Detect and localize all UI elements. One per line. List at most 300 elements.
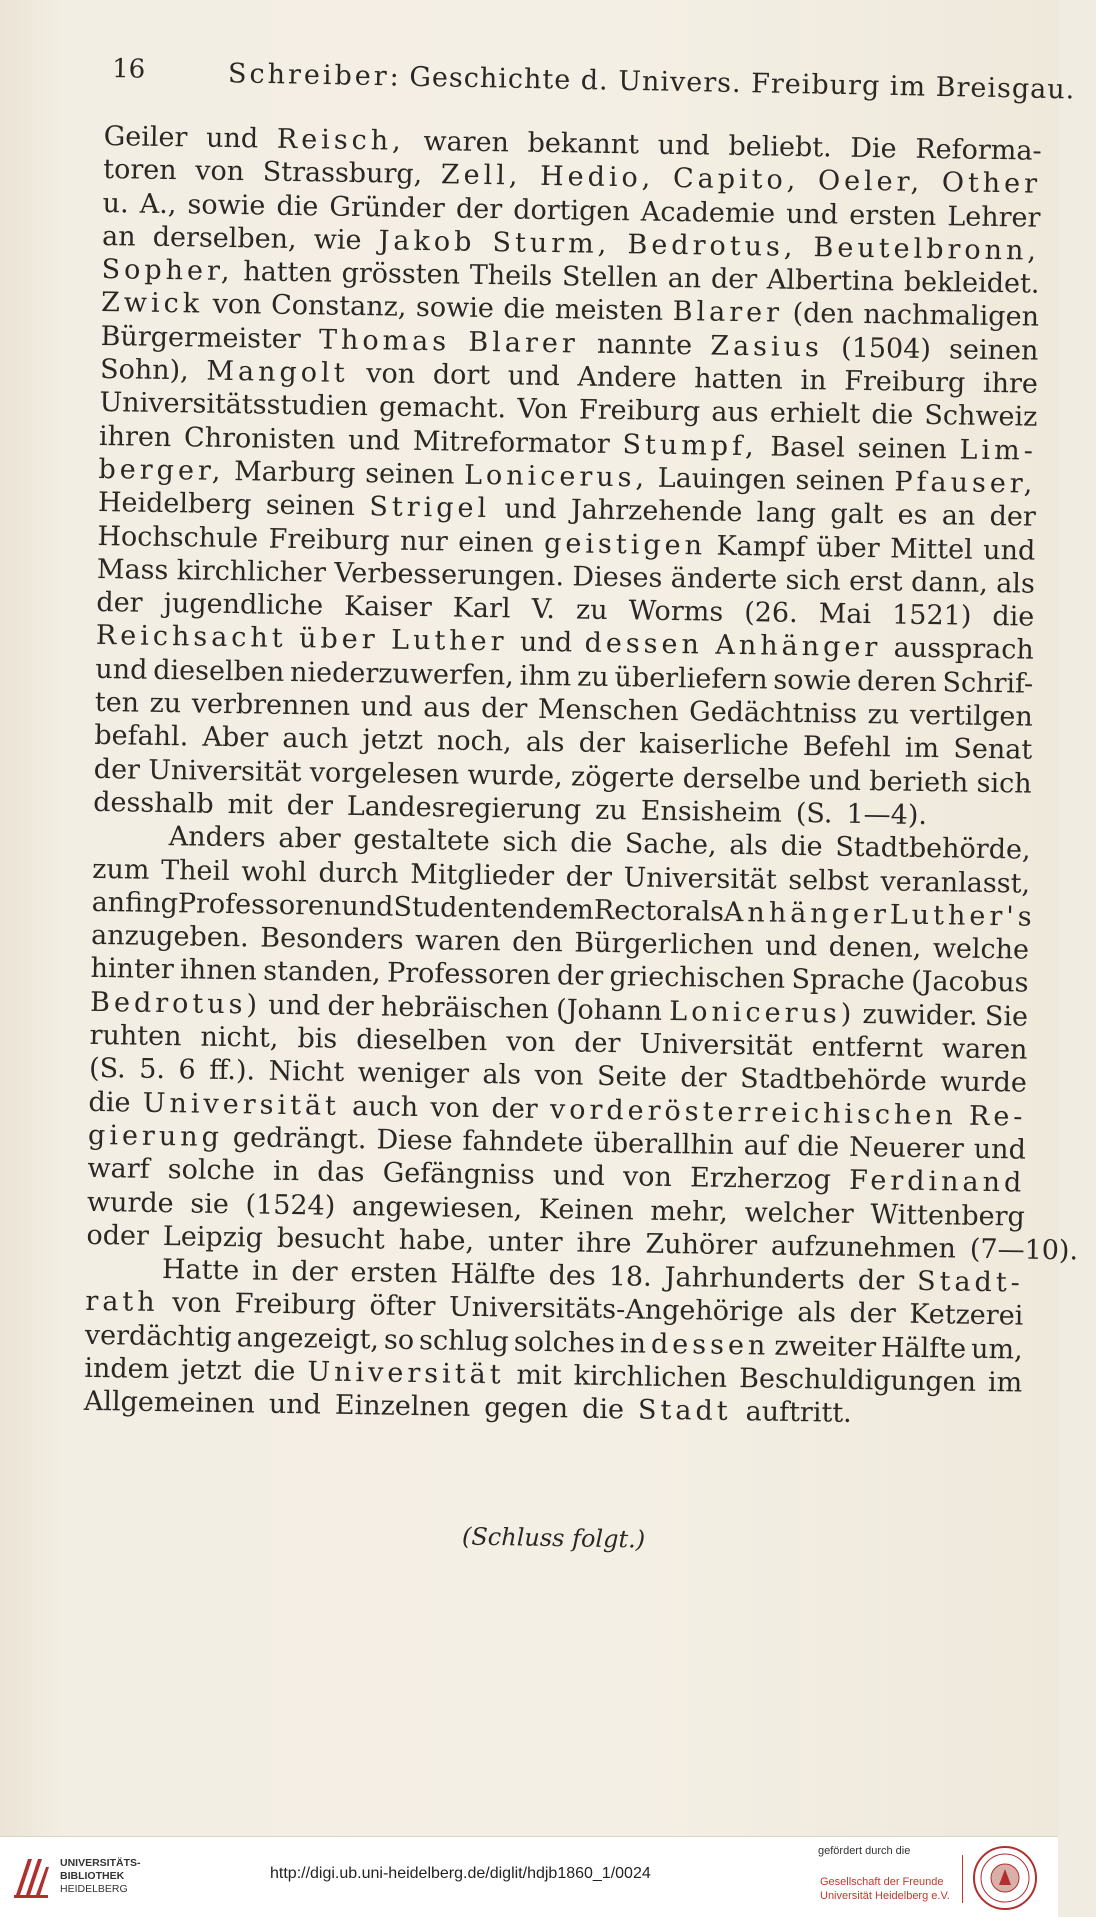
- word: sie: [190, 1187, 230, 1220]
- word: seinen: [795, 464, 885, 498]
- word: von: [430, 1091, 480, 1124]
- word: sich: [502, 826, 558, 859]
- word: meisten: [554, 294, 664, 328]
- word: Kampf: [716, 530, 806, 563]
- word: befahl.: [94, 720, 189, 753]
- word: hatten: [243, 256, 333, 289]
- word: und: [507, 360, 561, 393]
- word: waren: [423, 126, 510, 159]
- word: unter: [487, 1225, 563, 1259]
- word: aber: [278, 823, 341, 856]
- word: Freiburg: [843, 365, 966, 399]
- word: dort: [432, 359, 491, 392]
- word: welcher: [744, 1196, 854, 1230]
- word: und: [808, 764, 862, 797]
- word: solches: [513, 1326, 616, 1359]
- word: Universität: [639, 1028, 793, 1062]
- word: Universitäts-Angehörige: [448, 1291, 785, 1329]
- word: mit: [227, 788, 273, 821]
- word: Mangolt: [206, 355, 349, 389]
- word: ersten: [849, 199, 937, 232]
- word: berieth: [869, 765, 969, 799]
- word: die: [276, 190, 319, 222]
- word: der: [286, 789, 334, 822]
- closing-note: (Schluss folgt.): [461, 1522, 646, 1554]
- word: Zuhörer: [645, 1228, 758, 1262]
- word: im: [987, 1367, 1023, 1399]
- word: Albertina: [766, 264, 895, 298]
- word: Zell,: [440, 159, 522, 192]
- word: seinen: [948, 334, 1039, 367]
- word: wurde: [939, 1066, 1028, 1099]
- word: dem: [534, 893, 595, 926]
- word: Freiburg: [268, 523, 390, 557]
- word: toren: [102, 154, 177, 187]
- word: 18.: [608, 1261, 652, 1293]
- word: von: [194, 155, 245, 188]
- word: ersten: [350, 1257, 438, 1290]
- word: auch: [282, 723, 349, 756]
- word: in: [619, 1327, 647, 1360]
- word: Studenten: [393, 891, 536, 925]
- word: zu: [576, 661, 609, 693]
- word: kirchlichen: [573, 1360, 728, 1394]
- word: und: [341, 890, 394, 923]
- word: ihre: [576, 1227, 632, 1260]
- word: standen,: [263, 956, 381, 989]
- word: es: [897, 499, 928, 532]
- word: Beutelbronn,: [813, 232, 1041, 267]
- word: Lim-: [959, 434, 1038, 467]
- word: Karl: [452, 592, 511, 625]
- word: Professoren: [177, 888, 342, 922]
- word: (Jacobus: [910, 966, 1029, 1000]
- word: Reisch,: [276, 123, 406, 157]
- word: Sie: [984, 1000, 1029, 1033]
- word: die: [871, 399, 914, 432]
- word: Einzelnen: [334, 1390, 471, 1424]
- word: Hedio,: [539, 161, 655, 194]
- word: und: [268, 989, 321, 1022]
- word: die: [581, 1393, 625, 1426]
- word: Anhänger: [723, 896, 891, 931]
- word: wie: [313, 224, 362, 256]
- word: Luther: [390, 625, 508, 658]
- word: nicht,: [200, 1021, 279, 1054]
- word: Mitglieder: [409, 858, 555, 892]
- word: (den: [792, 298, 855, 331]
- word: erhielt: [769, 397, 861, 431]
- word: Blarer: [468, 326, 580, 360]
- word: Keinen: [538, 1193, 634, 1226]
- word: die: [253, 1355, 296, 1388]
- word: galt: [830, 498, 884, 531]
- word: angewiesen,: [351, 1190, 523, 1225]
- word: Thomas: [318, 324, 451, 358]
- word: mehr,: [650, 1195, 729, 1228]
- word: als: [995, 567, 1036, 600]
- word: der: [491, 1092, 538, 1125]
- word: Befehl: [802, 731, 891, 764]
- word: Jahrhunderts: [664, 1262, 846, 1296]
- word: bekleidet.: [903, 266, 1040, 300]
- library-name: [60, 1857, 141, 1896]
- word: die: [796, 1130, 840, 1163]
- word: die: [88, 1086, 131, 1119]
- word: hinter: [90, 953, 175, 986]
- word: hatten: [694, 363, 784, 396]
- word: erst: [848, 565, 903, 598]
- word: derselben,: [152, 221, 297, 255]
- word: anzugeben.: [90, 920, 250, 954]
- word: deren: [856, 665, 937, 698]
- word: jetzt: [362, 724, 424, 757]
- body-text: [83, 120, 1079, 1433]
- word: Menschen: [537, 693, 679, 728]
- word: Sache,: [624, 828, 717, 861]
- word: um,: [970, 1333, 1023, 1366]
- word: dessen: [650, 1328, 770, 1362]
- word: Schweiz: [924, 400, 1038, 434]
- sponsor-name-line: Gesellschaft der Freunde: [820, 1876, 944, 1888]
- word: aus: [711, 396, 759, 429]
- word: und: [973, 1133, 1027, 1166]
- word: wurde: [86, 1186, 174, 1219]
- word: Jakob: [378, 225, 476, 258]
- word: Blarer: [672, 296, 784, 330]
- word: Sopher,: [101, 254, 234, 288]
- word: angezeigt,: [236, 1321, 380, 1356]
- word: in: [272, 1155, 300, 1188]
- word: Jahrzehende: [570, 494, 743, 529]
- word: Bedrotus): [89, 986, 262, 1021]
- word: Reichsacht: [95, 620, 287, 655]
- word: jetzt: [181, 1354, 242, 1387]
- word: kirchlicher: [176, 555, 327, 589]
- word: Dieses: [572, 561, 663, 594]
- word: veranlasst,: [880, 865, 1031, 900]
- running-title: [228, 58, 1076, 105]
- word: Marburg: [233, 456, 356, 489]
- word: Oeler,: [817, 165, 924, 199]
- word: Universität: [148, 754, 302, 788]
- word: oder: [86, 1219, 150, 1252]
- word: an: [101, 220, 136, 253]
- word: Lonicerus): [669, 995, 856, 1030]
- word: Stadtbehörde,: [835, 831, 1031, 866]
- word: von: [622, 1161, 673, 1194]
- word: und: [785, 198, 839, 231]
- word: änderte: [670, 562, 778, 596]
- word: in: [252, 1255, 279, 1287]
- word: gierung: [87, 1119, 224, 1153]
- word: als: [482, 1059, 522, 1091]
- word: Sturm,: [492, 227, 611, 260]
- word: beliebt.: [728, 130, 832, 164]
- word: Schrif-: [942, 666, 1034, 700]
- word: zu: [867, 699, 900, 731]
- word: der: [93, 753, 141, 786]
- word: der: [291, 1256, 338, 1288]
- word: die: [570, 827, 613, 860]
- page-number: 16: [111, 54, 146, 85]
- word: noch,: [436, 725, 513, 758]
- word: Gründer: [329, 191, 446, 224]
- sponsor-label: gefördert durch die: [818, 1845, 911, 1857]
- word: seinen: [365, 458, 455, 491]
- library-logo-icon: [10, 1851, 52, 1901]
- word: dann,: [910, 566, 989, 599]
- word: selbst: [788, 864, 870, 897]
- word: und: [268, 1389, 322, 1421]
- word: Lauingen: [657, 462, 787, 496]
- word: (S.: [795, 797, 833, 830]
- word: der: [96, 587, 143, 619]
- word: seinen: [857, 432, 948, 465]
- word: (7—10).: [969, 1233, 1079, 1267]
- word: aufzunehmen: [770, 1230, 957, 1265]
- word: und: [552, 1160, 606, 1193]
- word: der: [710, 263, 758, 296]
- word: über: [815, 531, 880, 564]
- word: nur: [399, 525, 449, 558]
- word: derselbe: [682, 762, 801, 796]
- library-name-line: HEIDELBERG: [60, 1883, 128, 1895]
- word: ihre: [982, 367, 1039, 400]
- word: sich: [785, 564, 841, 597]
- word: und: [95, 653, 148, 686]
- word: (26.: [743, 597, 798, 630]
- word: von: [172, 1287, 222, 1320]
- word: Other: [941, 167, 1042, 201]
- word: zögerte: [570, 761, 675, 794]
- footer-bar: [0, 1836, 1058, 1917]
- word: Ketzerei: [909, 1299, 1024, 1332]
- word: verbrennen: [191, 688, 351, 722]
- word: Luther's: [889, 899, 1036, 933]
- word: (S.: [88, 1053, 126, 1085]
- word: Geiler: [103, 120, 188, 154]
- word: entfernt: [811, 1031, 924, 1064]
- word: der: [573, 1027, 621, 1060]
- word: 1521): [891, 599, 972, 632]
- word: Pfauser,: [894, 466, 1037, 500]
- word: der: [556, 960, 604, 993]
- word: Theils: [469, 259, 553, 293]
- word: Academie: [640, 196, 776, 230]
- word: grössten: [341, 257, 461, 291]
- word: sowie: [415, 292, 495, 325]
- word: Von: [516, 393, 569, 426]
- word: Kaiser: [343, 590, 432, 624]
- word: und: [764, 930, 818, 963]
- word: weniger: [357, 1057, 470, 1091]
- word: von: [366, 358, 416, 390]
- word: der: [857, 1265, 905, 1297]
- word: habe,: [398, 1224, 475, 1257]
- word: bekannt: [527, 127, 640, 161]
- word: überallhin: [593, 1127, 735, 1161]
- word: auftritt.: [745, 1396, 852, 1430]
- word: den: [511, 926, 563, 959]
- word: an: [941, 500, 976, 532]
- word: als: [685, 896, 725, 928]
- word: lang: [756, 497, 817, 530]
- word: Capito,: [672, 163, 800, 197]
- word: des: [548, 1260, 596, 1292]
- word: Lonicerus,: [463, 459, 649, 494]
- word: Stellen: [561, 261, 659, 294]
- word: die: [780, 830, 823, 863]
- word: Sohn),: [99, 354, 189, 387]
- word: jugendliche: [163, 588, 324, 622]
- word: zu: [575, 594, 608, 627]
- word: der: [480, 693, 528, 725]
- word: überliefern: [614, 661, 768, 696]
- word: Universität: [142, 1087, 341, 1122]
- word: als: [797, 1297, 837, 1330]
- word: im: [904, 733, 940, 765]
- word: geistigen: [543, 527, 707, 562]
- word: Die: [850, 132, 897, 165]
- word: Hälfte: [880, 1332, 967, 1365]
- word: desshalb: [93, 786, 214, 820]
- word: Anhänger: [715, 630, 882, 664]
- word: (1524): [245, 1188, 336, 1222]
- word: berger,: [98, 453, 225, 487]
- word: Universität: [623, 861, 778, 896]
- word: der: [327, 990, 374, 1023]
- word: Universitätsstudien: [99, 387, 369, 423]
- word: Reforma-: [915, 133, 1042, 167]
- word: Stadt: [637, 1394, 732, 1428]
- word: Mass: [96, 553, 169, 586]
- word: 1—4).: [846, 798, 928, 831]
- word: Constanz,: [270, 290, 407, 324]
- word: an: [667, 263, 702, 295]
- word: Hälfte: [450, 1258, 536, 1292]
- word: 6: [178, 1054, 196, 1086]
- word: Aber: [202, 721, 269, 754]
- word: Sprache: [791, 964, 906, 998]
- permalink-url[interactable]: http://digi.ub.uni-heidelberg.de/diglit/hdjb1860_1/0024: [270, 1865, 651, 1882]
- word: Hatte: [161, 1254, 240, 1287]
- word: öfter: [369, 1290, 436, 1323]
- word: und: [205, 122, 259, 155]
- word: solche: [167, 1154, 256, 1187]
- word: Leipzig: [162, 1220, 264, 1254]
- word: zweiter: [774, 1330, 877, 1363]
- word: Bedrotus,: [627, 229, 797, 263]
- word: Strassburg,: [262, 156, 423, 191]
- word: (Johann: [555, 993, 663, 1027]
- word: rath: [85, 1286, 159, 1319]
- word: Anders: [168, 821, 266, 854]
- running-title-rest: : Geschichte d. Univers. Freiburg im Breisgau.: [389, 61, 1076, 106]
- word: Senat: [953, 733, 1033, 766]
- library-name-line: UNIVERSITÄTS-: [60, 1857, 141, 1869]
- word: mit: [516, 1359, 562, 1392]
- word: über: [298, 623, 379, 656]
- word: durch: [318, 856, 399, 890]
- word: dortigen: [512, 194, 631, 227]
- word: das: [317, 1156, 365, 1189]
- word: warf: [87, 1153, 150, 1186]
- word: der: [989, 501, 1037, 533]
- word: 5.: [139, 1053, 166, 1086]
- word: dieselben: [356, 1024, 488, 1058]
- word: zu: [594, 794, 628, 827]
- word: hebräischen: [380, 991, 550, 1025]
- word: und: [504, 493, 557, 526]
- word: kaiserliche: [638, 728, 789, 763]
- word: und: [347, 424, 401, 457]
- word: aus: [423, 692, 471, 724]
- word: gestaltete: [353, 824, 491, 858]
- word: von: [534, 1060, 584, 1092]
- word: die: [503, 293, 546, 326]
- word: Diese: [376, 1124, 453, 1157]
- word: zuwider.: [862, 998, 978, 1032]
- running-header: [111, 54, 1076, 111]
- word: gegen: [483, 1392, 569, 1425]
- word: wurde,: [467, 759, 564, 792]
- word: wohl: [241, 855, 308, 888]
- word: Andere: [577, 361, 677, 395]
- word: und: [519, 627, 573, 659]
- word: gedrängt.: [232, 1122, 367, 1156]
- word: als: [525, 727, 565, 759]
- author-name: Schreiber: [227, 58, 390, 93]
- word: Seite: [596, 1061, 668, 1094]
- word: der: [680, 1062, 727, 1095]
- word: Ensisheim: [640, 795, 783, 829]
- word: Stadt-: [916, 1266, 1025, 1299]
- word: Erzherzog: [689, 1162, 832, 1196]
- word: von: [506, 1026, 556, 1059]
- word: welche: [932, 933, 1030, 966]
- word: Landesregierung: [346, 790, 582, 826]
- word: vorgelesen: [309, 756, 460, 791]
- word: Chronisten: [183, 421, 336, 456]
- word: und: [657, 129, 711, 162]
- word: Mittel: [889, 532, 973, 566]
- word: Bürgerlichen: [573, 927, 754, 962]
- word: nannte: [596, 328, 693, 362]
- word: Lehrer: [947, 200, 1041, 234]
- word: besucht: [276, 1222, 385, 1256]
- word: Heidelberg: [97, 487, 252, 521]
- word: dieselben: [153, 654, 285, 688]
- word: V.: [531, 593, 556, 626]
- word: (1504): [840, 332, 932, 365]
- word: Gefängniss: [382, 1157, 535, 1192]
- word: bis: [297, 1023, 338, 1055]
- word: Stumpf,: [622, 428, 758, 462]
- word: und: [982, 534, 1036, 567]
- word: fahndete: [462, 1125, 584, 1159]
- university-seal-icon: [972, 1845, 1038, 1911]
- word: ihnen: [179, 954, 258, 987]
- word: sich: [976, 767, 1032, 800]
- word: Re-: [968, 1100, 1027, 1133]
- word: ten: [94, 686, 140, 719]
- word: der: [849, 1298, 896, 1330]
- word: Freiburg: [578, 394, 701, 428]
- word: ihm: [519, 660, 572, 693]
- word: waren: [414, 925, 501, 958]
- word: Gedächtniss: [688, 696, 858, 730]
